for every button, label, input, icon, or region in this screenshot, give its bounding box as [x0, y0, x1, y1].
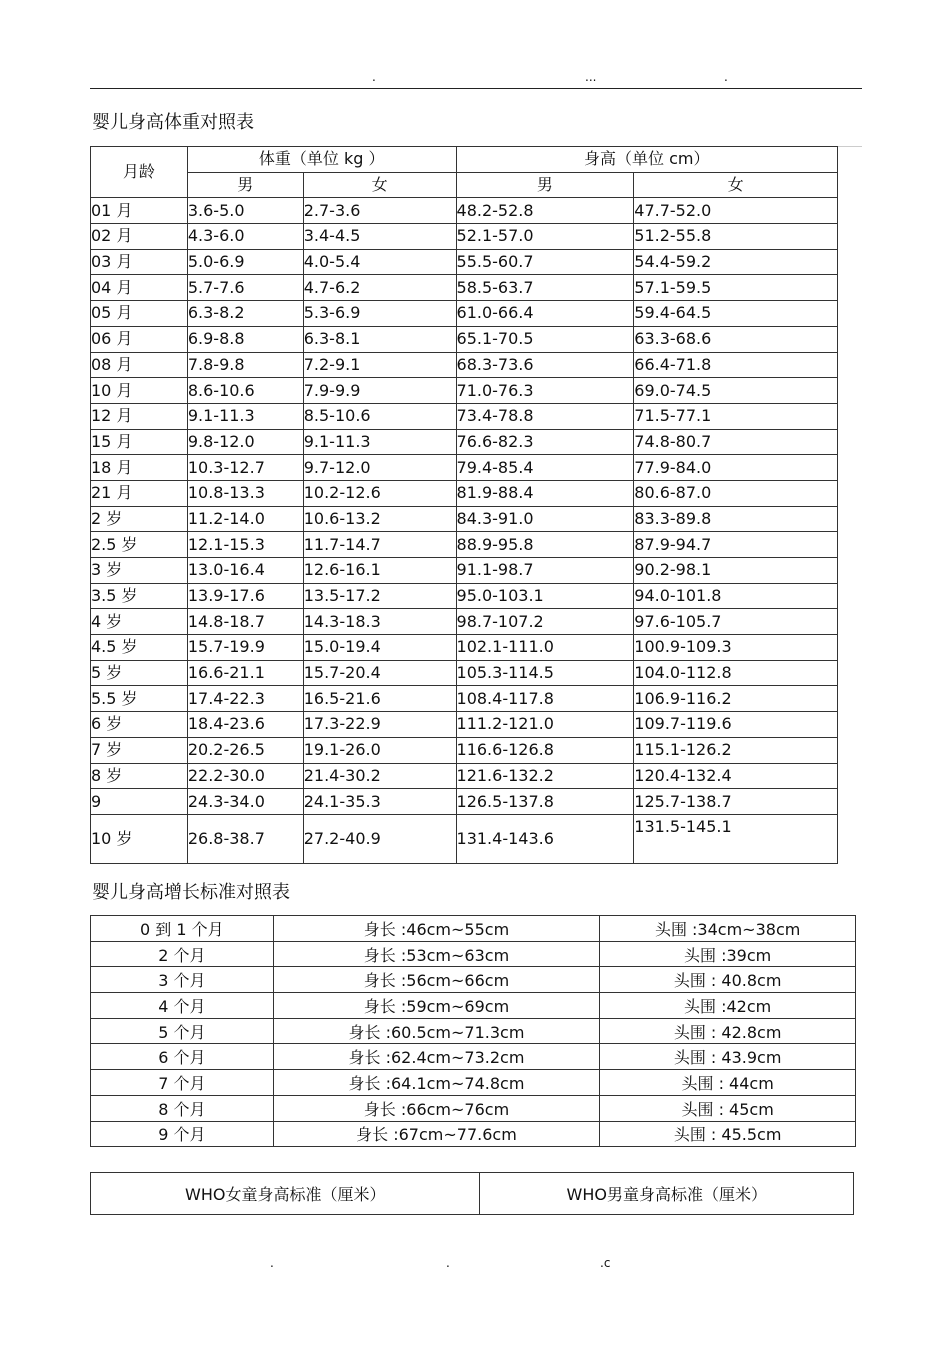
col-age-header: 月龄 [91, 147, 188, 198]
table-cell: 14.8-18.7 [187, 609, 303, 635]
table-row [91, 737, 838, 763]
table-cell: 12 月 [91, 403, 188, 429]
table-cell: 74.8-80.7 [634, 429, 838, 455]
table-cell: 4 岁 [91, 609, 188, 635]
table-cell: 51.2-55.8 [634, 224, 838, 250]
who-girls-header: WHO女童身高标准（厘米） [91, 1173, 480, 1215]
table-cell: 头围 :34cm~38cm [600, 916, 856, 942]
table-cell: 身长 :66cm~76cm [273, 1095, 600, 1121]
table-row [91, 455, 838, 481]
table-cell: 125.7-138.7 [634, 789, 838, 815]
table-cell: 7 个月 [91, 1070, 274, 1096]
header-dot-2: ... [585, 70, 597, 84]
table-row [91, 480, 838, 506]
table-cell: 8.5-10.6 [303, 403, 456, 429]
table-cell: 13.9-17.6 [187, 583, 303, 609]
table-cell: 18 月 [91, 455, 188, 481]
table-cell: 身长 :56cm~66cm [273, 967, 600, 993]
table-cell: 6 个月 [91, 1044, 274, 1070]
table-row [91, 429, 838, 455]
table-cell: 63.3-68.6 [634, 326, 838, 352]
table-cell: 80.6-87.0 [634, 480, 838, 506]
table-cell: 6.9-8.8 [187, 326, 303, 352]
table-cell: 3.6-5.0 [187, 198, 303, 224]
height-male-header: 男 [456, 172, 634, 198]
table-cell: 7.9-9.9 [303, 378, 456, 404]
table-cell: 54.4-59.2 [634, 249, 838, 275]
table-cell: 12.6-16.1 [303, 558, 456, 584]
table-row [91, 326, 838, 352]
table-cell: 9.7-12.0 [303, 455, 456, 481]
table-cell: 4.5 岁 [91, 635, 188, 661]
table-cell: 48.2-52.8 [456, 198, 634, 224]
table-row [91, 635, 838, 661]
table-cell: 4.0-5.4 [303, 249, 456, 275]
table-cell: 116.6-126.8 [456, 737, 634, 763]
table-cell: 69.0-74.5 [634, 378, 838, 404]
table-cell: 108.4-117.8 [456, 686, 634, 712]
table-cell: 6 岁 [91, 712, 188, 738]
table-row [91, 301, 838, 327]
weight-female-header: 女 [303, 172, 456, 198]
table-cell: 03 月 [91, 249, 188, 275]
table-cell: 7.2-9.1 [303, 352, 456, 378]
table-cell: 3 岁 [91, 558, 188, 584]
table-cell: 5 岁 [91, 660, 188, 686]
table-cell: 身长 :62.4cm~73.2cm [273, 1044, 600, 1070]
table-cell: 头围 :42cm [600, 993, 856, 1019]
table-cell: 13.5-17.2 [303, 583, 456, 609]
table-cell: 10.8-13.3 [187, 480, 303, 506]
table-row [91, 967, 856, 993]
table-cell: 102.1-111.0 [456, 635, 634, 661]
table-cell: 13.0-16.4 [187, 558, 303, 584]
table-cell: 8 个月 [91, 1095, 274, 1121]
table-cell: 15.0-19.4 [303, 635, 456, 661]
table-cell: 115.1-126.2 [634, 737, 838, 763]
table-cell: 24.3-34.0 [187, 789, 303, 815]
table-cell: 身长 :59cm~69cm [273, 993, 600, 1019]
table-cell: 08 月 [91, 352, 188, 378]
table-cell: 97.6-105.7 [634, 609, 838, 635]
table-row [91, 198, 838, 224]
table-cell: 76.6-82.3 [456, 429, 634, 455]
table-cell: 02 月 [91, 224, 188, 250]
table-cell: 17.3-22.9 [303, 712, 456, 738]
table-cell: 2.7-3.6 [303, 198, 456, 224]
table-cell: 27.2-40.9 [303, 814, 456, 863]
table-cell: 109.7-119.6 [634, 712, 838, 738]
table-cell: 2.5 岁 [91, 532, 188, 558]
table-row [91, 1095, 856, 1121]
table-cell: 3 个月 [91, 967, 274, 993]
table-cell: 24.1-35.3 [303, 789, 456, 815]
table-cell: 55.5-60.7 [456, 249, 634, 275]
table-cell: 头围 : 44cm [600, 1070, 856, 1096]
table-row [91, 352, 838, 378]
table-row [91, 916, 856, 942]
table-cell: 9 个月 [91, 1121, 274, 1147]
header-rule [90, 88, 862, 89]
footer-dot-2: . [446, 1256, 450, 1270]
table-row [91, 1070, 856, 1096]
table-row [91, 249, 838, 275]
table-cell: 91.1-98.7 [456, 558, 634, 584]
footer-dot-1: . [270, 1256, 274, 1270]
table-cell: 10 岁 [91, 814, 188, 863]
table-row [91, 789, 838, 815]
table-cell: 头围 :39cm [600, 941, 856, 967]
table-row [91, 532, 838, 558]
table-cell: 10.3-12.7 [187, 455, 303, 481]
table-row [91, 506, 838, 532]
table-cell: 47.7-52.0 [634, 198, 838, 224]
table-cell: 头围 : 45.5cm [600, 1121, 856, 1147]
table-cell: 3.5 岁 [91, 583, 188, 609]
weight-male-header: 男 [187, 172, 303, 198]
height-header: 身高（单位 cm） [456, 147, 837, 173]
table-cell: 77.9-84.0 [634, 455, 838, 481]
table-cell: 7.8-9.8 [187, 352, 303, 378]
table-cell: 21.4-30.2 [303, 763, 456, 789]
table-cell: 身长 :60.5cm~71.3cm [273, 1018, 600, 1044]
table-cell: 06 月 [91, 326, 188, 352]
table-cell: 17.4-22.3 [187, 686, 303, 712]
table-cell: 87.9-94.7 [634, 532, 838, 558]
table-row [91, 941, 856, 967]
table-row [91, 378, 838, 404]
table-cell: 6.3-8.2 [187, 301, 303, 327]
table-cell: 111.2-121.0 [456, 712, 634, 738]
table-cell: 11.2-14.0 [187, 506, 303, 532]
table-cell: 105.3-114.5 [456, 660, 634, 686]
table-cell: 131.4-143.6 [456, 814, 634, 863]
table-cell: 104.0-112.8 [634, 660, 838, 686]
table-row [91, 686, 838, 712]
table-cell: 04 月 [91, 275, 188, 301]
footer-dot-3: .c [600, 1256, 611, 1270]
table-cell: 16.6-21.1 [187, 660, 303, 686]
table-cell: 88.9-95.8 [456, 532, 634, 558]
table-cell: 84.3-91.0 [456, 506, 634, 532]
table-row [91, 1044, 856, 1070]
who-boys-header: WHO男童身高标准（厘米） [480, 1173, 854, 1215]
height-weight-table [90, 146, 838, 864]
table-cell: 26.8-38.7 [187, 814, 303, 863]
table-row [91, 275, 838, 301]
table-cell: 61.0-66.4 [456, 301, 634, 327]
table-cell: 5.0-6.9 [187, 249, 303, 275]
table-cell: 95.0-103.1 [456, 583, 634, 609]
table-cell: 66.4-71.8 [634, 352, 838, 378]
table-cell: 71.5-77.1 [634, 403, 838, 429]
table-cell: 120.4-132.4 [634, 763, 838, 789]
table-row [91, 1121, 856, 1147]
table-row [91, 763, 838, 789]
table-cell: 73.4-78.8 [456, 403, 634, 429]
table-cell: 83.3-89.8 [634, 506, 838, 532]
table-cell: 6.3-8.1 [303, 326, 456, 352]
table-row [91, 993, 856, 1019]
header-dot-1: . [372, 70, 376, 84]
table-cell: 79.4-85.4 [456, 455, 634, 481]
table-row [91, 224, 838, 250]
table-cell: 59.4-64.5 [634, 301, 838, 327]
table-row [91, 712, 838, 738]
table-cell: 100.9-109.3 [634, 635, 838, 661]
table-cell: 9 [91, 789, 188, 815]
table-cell: 94.0-101.8 [634, 583, 838, 609]
header-dot-3: . [724, 70, 728, 84]
table-cell: 01 月 [91, 198, 188, 224]
weight-header: 体重（单位 kg ） [187, 147, 456, 173]
table-cell: 12.1-15.3 [187, 532, 303, 558]
table-cell: 10.6-13.2 [303, 506, 456, 532]
table-cell: 9.1-11.3 [303, 429, 456, 455]
table-cell: 5.5 岁 [91, 686, 188, 712]
table-cell: 57.1-59.5 [634, 275, 838, 301]
table1-edge [838, 146, 862, 147]
table-cell: 58.5-63.7 [456, 275, 634, 301]
table-row [91, 609, 838, 635]
table-cell: 7 岁 [91, 737, 188, 763]
table-cell: 9.8-12.0 [187, 429, 303, 455]
table-cell: 身长 :64.1cm~74.8cm [273, 1070, 600, 1096]
table-cell: 15 月 [91, 429, 188, 455]
table-cell: 15.7-20.4 [303, 660, 456, 686]
table-cell: 头围 : 43.9cm [600, 1044, 856, 1070]
table-cell: 81.9-88.4 [456, 480, 634, 506]
table-cell: 5 个月 [91, 1018, 274, 1044]
table-cell: 10.2-12.6 [303, 480, 456, 506]
table-cell: 15.7-19.9 [187, 635, 303, 661]
table-cell: 90.2-98.1 [634, 558, 838, 584]
table-cell: 19.1-26.0 [303, 737, 456, 763]
table-cell: 4.3-6.0 [187, 224, 303, 250]
table-cell: 22.2-30.0 [187, 763, 303, 789]
table-cell: 头围 : 42.8cm [600, 1018, 856, 1044]
table-cell: 头围 : 40.8cm [600, 967, 856, 993]
table-cell: 10 月 [91, 378, 188, 404]
table2-title: 婴儿身高增长标准对照表 [92, 882, 290, 903]
table-cell: 2 岁 [91, 506, 188, 532]
table-cell: 头围 : 45cm [600, 1095, 856, 1121]
table-cell: 20.2-26.5 [187, 737, 303, 763]
table-row [91, 583, 838, 609]
table-cell: 身长 :67cm~77.6cm [273, 1121, 600, 1147]
table-row [91, 403, 838, 429]
table-cell: 05 月 [91, 301, 188, 327]
table-cell: 121.6-132.2 [456, 763, 634, 789]
table-row [91, 660, 838, 686]
table-cell: 4.7-6.2 [303, 275, 456, 301]
table-row [91, 558, 838, 584]
table-row [91, 814, 838, 863]
table-cell: 9.1-11.3 [187, 403, 303, 429]
table-cell: 5.7-7.6 [187, 275, 303, 301]
height-female-header: 女 [634, 172, 838, 198]
table-cell: 身长 :53cm~63cm [273, 941, 600, 967]
table-cell: 2 个月 [91, 941, 274, 967]
table-cell: 18.4-23.6 [187, 712, 303, 738]
table-cell: 11.7-14.7 [303, 532, 456, 558]
table-cell: 4 个月 [91, 993, 274, 1019]
table-row [91, 1018, 856, 1044]
table-cell: 106.9-116.2 [634, 686, 838, 712]
table-cell: 8 岁 [91, 763, 188, 789]
table-cell: 8.6-10.6 [187, 378, 303, 404]
table-cell: 14.3-18.3 [303, 609, 456, 635]
table-cell: 16.5-21.6 [303, 686, 456, 712]
table-cell: 3.4-4.5 [303, 224, 456, 250]
table-cell: 65.1-70.5 [456, 326, 634, 352]
table-cell: 5.3-6.9 [303, 301, 456, 327]
who-standard-table [90, 1172, 854, 1215]
table-cell: 98.7-107.2 [456, 609, 634, 635]
table-cell: 71.0-76.3 [456, 378, 634, 404]
table-cell: 52.1-57.0 [456, 224, 634, 250]
table-cell: 21 月 [91, 480, 188, 506]
growth-standard-table [90, 915, 856, 1147]
table1-title: 婴儿身高体重对照表 [92, 112, 254, 133]
table-cell: 126.5-137.8 [456, 789, 634, 815]
table-cell: 身长 :46cm~55cm [273, 916, 600, 942]
table-cell: 0 到 1 个月 [91, 916, 274, 942]
table-cell: 131.5-145.1 [634, 814, 838, 863]
table-cell: 68.3-73.6 [456, 352, 634, 378]
